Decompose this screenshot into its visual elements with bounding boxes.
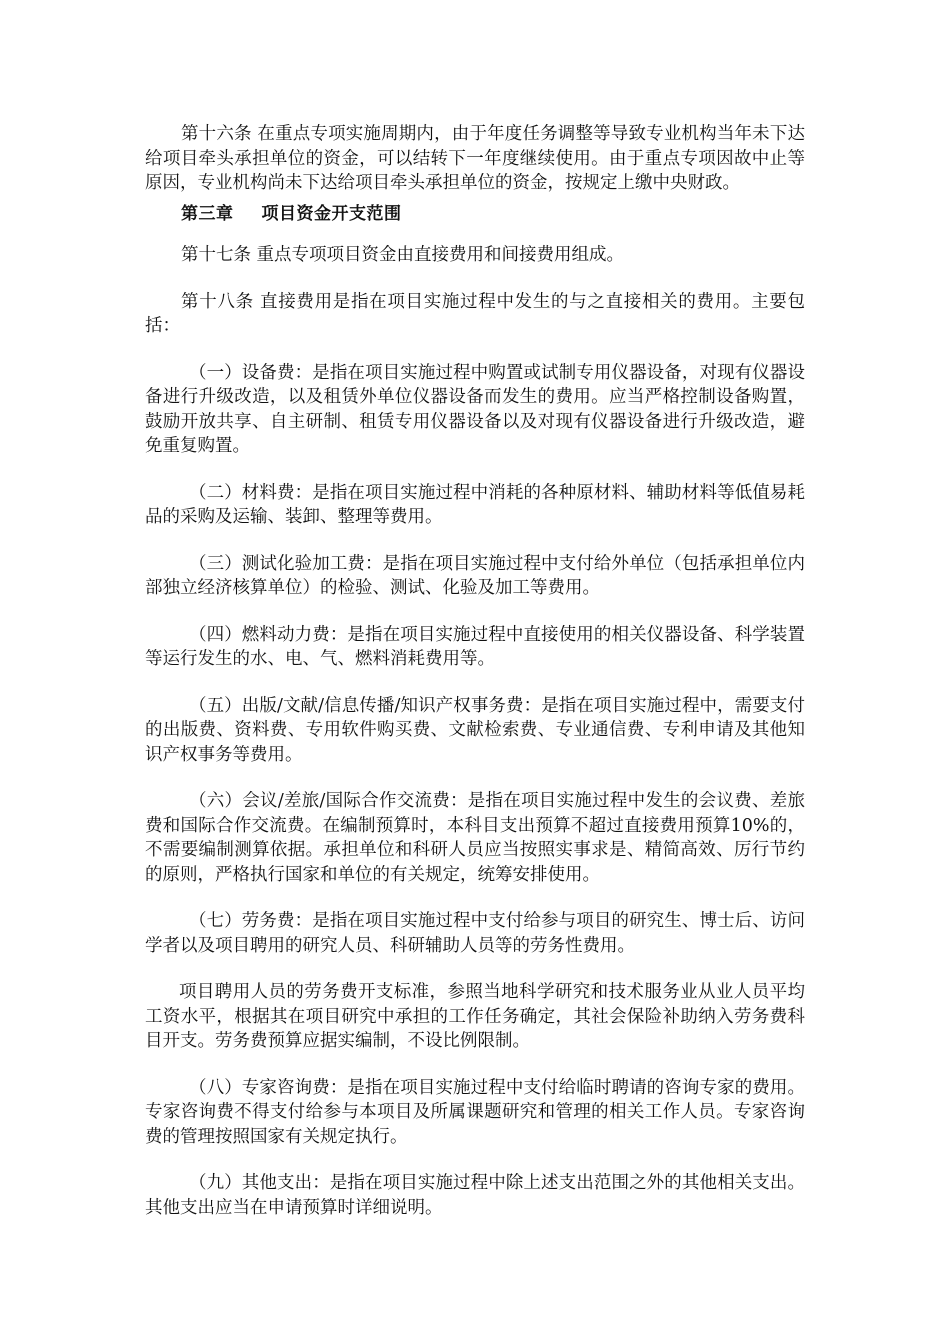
item-expert-consulting: （八）专家咨询费：是指在项目实施过程中支付给临时聘请的咨询专家的费用。专家咨询费不得支付给参与本项目及所属课题研究和管理的相关工作人员。专家咨询费的管理按照国家有关规定执行。 [145,1077,805,1147]
item-equipment: （一）设备费：是指在项目实施过程中购置或试制专用仪器设备，对现有仪器设备进行升级改造，以及租赁外单位仪器设备而发生的费用。应当严格控制设备购置，鼓励开放共享、自主研制、租赁专用仪器设备以及对现有仪器设备进行升级改造，避免重复购置。 [145,362,805,456]
item-publication: （五）出版/文献/信息传播/知识产权事务费：是指在项目实施过程中，需要支付的出版费、资料费、专用软件购买费、文献检索费、专业通信费、专利申请及其他知识产权事务等费用。 [145,695,805,765]
article-18: 第十八条 直接费用是指在项目实施过程中发生的与之直接相关的费用。主要包括： [145,291,805,336]
labor-note: 项目聘用人员的劳务费开支标准，参照当地科学研究和技术服务业从业人员平均工资水平，根据其在项目研究中承担的工作任务确定，其社会保险补助纳入劳务费科目开支。劳务费预算应据实编制，不设比例限制。 [145,982,805,1051]
item-other: （九）其他支出：是指在项目实施过程中除上述支出范围之外的其他相关支出。其他支出应当在申请预算时详细说明。 [145,1173,805,1218]
item-materials: （二）材料费：是指在项目实施过程中消耗的各种原材料、辅助材料等低值易耗品的采购及运输、装卸、整理等费用。 [145,482,805,527]
item-fuel-power: （四）燃料动力费：是指在项目实施过程中直接使用的相关仪器设备、科学装置等运行发生的水、电、气、燃料消耗费用等。 [145,624,805,669]
article-16: 第十六条 在重点专项实施周期内，由于年度任务调整等导致专业机构当年未下达给项目牵头承担单位的资金，可以结转下一年度继续使用。由于重点专项因故中止等原因，专业机构尚未下达给项目牵头承担单位的资金，按规定上缴中央财政。 [145,124,805,193]
chapter-heading [145,202,805,227]
item-meeting-travel: （六）会议/差旅/国际合作交流费：是指在项目实施过程中发生的会议费、差旅费和国际合作交流费。在编制预算时，本科目支出预算不超过直接费用预算10%的，不需要编制测算依据。承担单位和科研人员应当按照实事求是、精简高效、厉行节约的原则，严格执行国家和单位的有关规定，统筹安排使用。 [145,791,805,885]
document-page [145,122,805,1220]
item-labor: （七）劳务费：是指在项目实施过程中支付给参与项目的研究生、博士后、访问学者以及项目聘用的研究人员、科研辅助人员等的劳务性费用。 [145,911,805,956]
chapter-title: 项目资金开支范围 [261,203,402,224]
item-testing: （三）测试化验加工费：是指在项目实施过程中支付给外单位（包括承担单位内部独立经济核算单位）的检验、测试、化验及加工等费用。 [145,553,805,598]
chapter-number: 第三章 [181,203,234,224]
article-17: 第十七条 重点专项项目资金由直接费用和间接费用组成。 [181,245,625,265]
